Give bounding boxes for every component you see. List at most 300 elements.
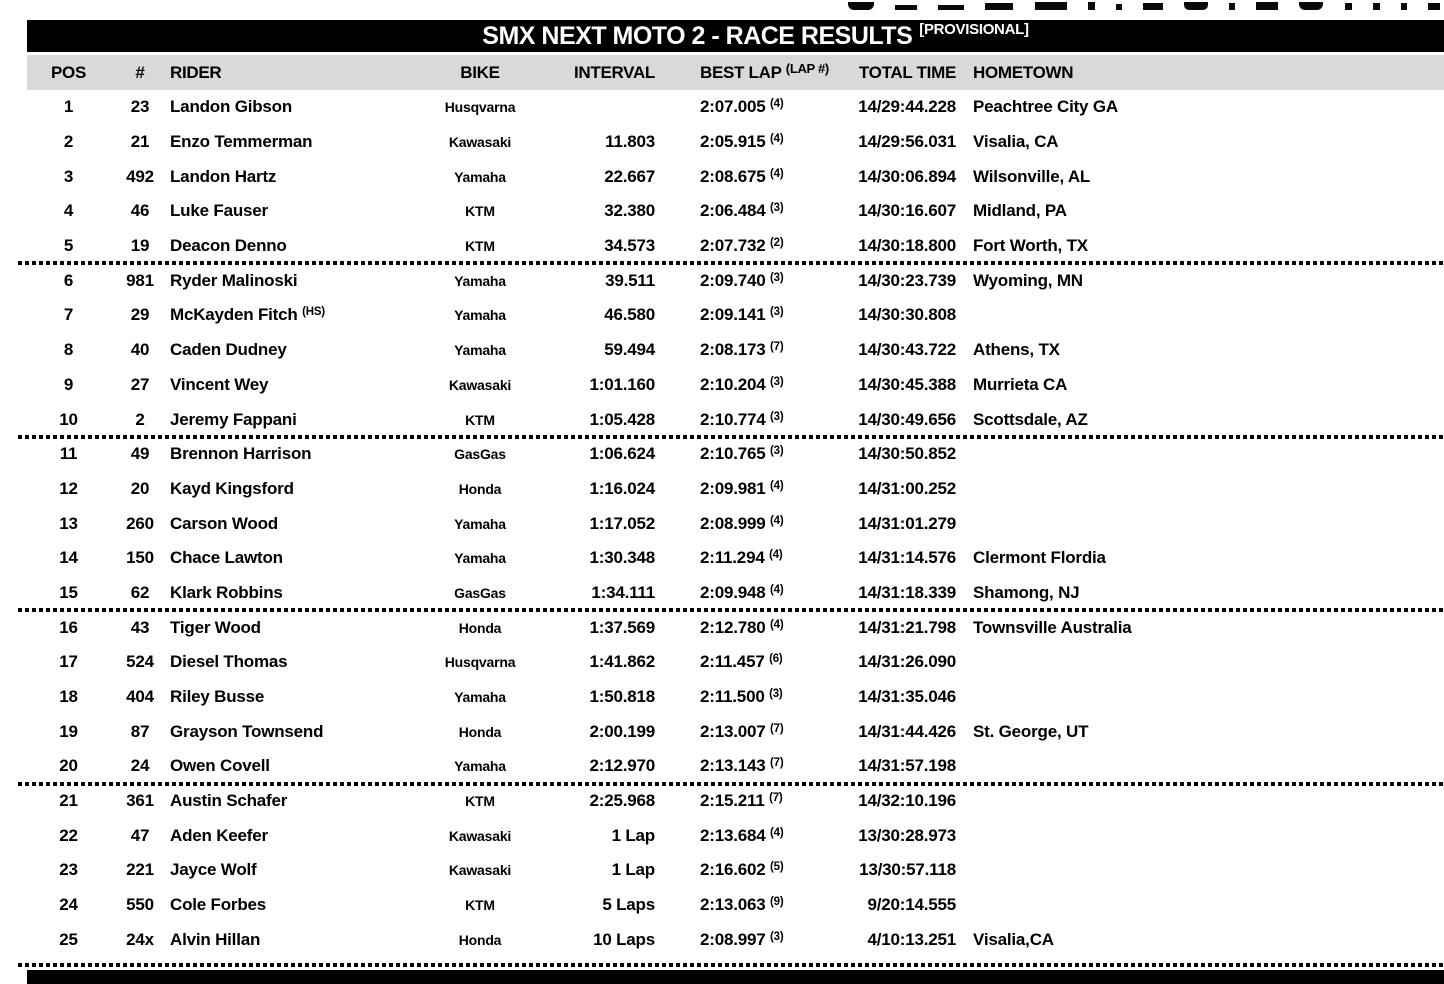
rider-name: Austin Schafer [170,791,288,811]
rider-cell [170,132,430,152]
hometown-cell: Clermont Flordia [973,548,1106,568]
number-cell: 87 [130,721,150,741]
clipped-logo-fragment [1035,2,1067,10]
number-cell: 47 [130,825,150,845]
best-lap-number: (2) [770,237,784,250]
rider-cell [170,479,430,499]
best-lap-time: 2:09.948 [700,582,766,602]
interval-cell: 2:00.199 [589,721,655,741]
page-title: SMX NEXT MOTO 2 - RACE RESULTS [482,21,913,50]
bike-cell: Yamaha [454,307,506,324]
best-lap-cell [660,97,838,117]
interval-cell: 5 Laps [602,895,655,915]
clipped-logo-fragment [1256,2,1278,10]
best-lap-number: (3) [770,306,784,319]
rider-name: Riley Busse [170,687,265,707]
rider-name: Cole Forbes [170,895,267,915]
total-time-cell: 14/29:44.228 [858,97,956,117]
rider-cell [170,305,430,325]
bike-cell: Kawasaki [448,827,512,844]
hometown-cell: Midland, PA [973,201,1067,221]
best-lap-number: (4) [770,133,784,146]
best-lap-time: 2:13.684 [700,825,766,845]
table-row [27,541,1444,576]
bike-cell: Yamaha [454,550,506,567]
interval-cell: 59.494 [604,340,655,360]
rider-name: Jayce Wolf [170,860,257,880]
best-lap-cell [660,236,838,256]
best-lap-time: 2:11.500 [700,687,765,707]
hometown-cell: Scottsdale, AZ [973,409,1088,429]
table-row [27,333,1444,368]
best-lap-time: 2:06.484 [700,201,766,221]
best-lap-time: 2:10.774 [700,409,766,429]
bike-cell: Yamaha [454,515,506,532]
best-lap-number: (4) [770,826,784,839]
interval-cell: 39.511 [605,270,655,290]
table-row [27,576,1444,611]
best-lap-number: (9) [770,896,784,909]
interval-cell: 34.573 [604,236,655,256]
bottom-black-bar [27,970,1444,984]
number-cell: 40 [130,340,150,360]
rider-name: Alvin Hillan [170,929,261,949]
best-lap-number: (4) [770,583,784,596]
interval-cell: 1 Lap [611,860,655,880]
table-row [27,506,1444,541]
number-cell: 260 [126,513,154,533]
rider-cell [170,375,430,395]
best-lap-number: (5) [770,861,784,874]
number-cell: 27 [130,374,150,394]
rider-name: Aden Keefer [170,825,268,845]
rider-cell [170,167,430,187]
interval-cell: 1:30.348 [589,548,655,568]
rider-name: Tiger Wood [170,617,261,637]
rider-cell [170,514,430,534]
interval-cell: 46.580 [604,305,655,325]
best-lap-cell [660,548,838,568]
hometown-cell: Fort Worth, TX [973,236,1088,256]
total-time-cell: 4/10:13.251 [867,929,956,949]
table-row [27,125,1444,160]
rider-name: McKayden Fitch [170,305,298,325]
rider-name: Kayd Kingsford [170,478,294,498]
table-row [27,645,1444,680]
rider-cell [170,444,430,464]
col-header-number: # [135,62,145,82]
best-lap-number: (4) [770,479,784,492]
best-lap-cell [660,201,838,221]
total-time-cell: 14/30:23.739 [858,270,956,290]
col-header-bike: BIKE [460,62,500,82]
number-cell: 550 [126,895,154,915]
number-cell: 221 [126,860,154,880]
best-lap-cell [660,410,838,430]
best-lap-cell [660,756,838,776]
rider-cell [170,687,430,707]
number-cell: 150 [126,548,154,568]
number-cell: 524 [126,652,154,672]
bike-cell: KTM [465,793,495,810]
best-lap-number: (3) [770,375,784,388]
best-lap-time: 2:11.457 [700,652,765,672]
interval-cell: 1:34.111 [591,582,655,602]
best-lap-time: 2:07.732 [700,236,766,256]
clipped-logo-fragment [895,5,917,10]
col-header-rider: RIDER [170,62,222,82]
hometown-cell: Shamong, NJ [973,582,1080,602]
table-row [27,402,1444,437]
pos-cell: 13 [59,513,78,533]
interval-cell: 1:41.862 [589,652,655,672]
pos-cell: 20 [59,756,78,776]
column-header-row [27,55,1444,90]
best-lap-number: (3) [769,688,783,701]
best-lap-time: 2:08.997 [700,929,766,949]
col-header-hometown: HOMETOWN [973,62,1074,82]
pos-cell: 22 [59,825,78,845]
table-row [27,263,1444,298]
interval-cell: 1:17.052 [589,513,655,533]
interval-cell: 2:12.970 [589,756,655,776]
rider-cell [170,930,430,950]
total-time-cell: 14/31:01.279 [858,513,956,533]
clipped-logo-fragment [1143,3,1163,10]
best-lap-cell [660,618,838,638]
col-header-interval: INTERVAL [573,62,655,82]
clipped-logo-fragment [1088,2,1095,10]
table-row [27,818,1444,853]
best-lap-number: (3) [770,271,784,284]
bike-cell: KTM [465,411,495,428]
rider-name: Deacon Denno [170,236,287,256]
rider-cell [170,271,430,291]
pos-cell: 15 [59,582,78,602]
col-header-best-lap-label: BEST LAP [700,62,782,82]
pos-cell: 23 [59,860,78,880]
table-row [27,472,1444,507]
bike-cell: Yamaha [454,272,506,289]
best-lap-time: 2:11.294 [700,548,765,568]
number-cell: 62 [130,582,150,602]
total-time-cell: 14/30:45.388 [858,374,956,394]
best-lap-cell [660,895,838,915]
best-lap-cell [660,479,838,499]
total-time-cell: 14/31:14.576 [858,548,956,568]
best-lap-time: 2:13.143 [700,756,766,776]
bike-cell: Yamaha [454,168,506,185]
clipped-logo-fragment [1373,3,1380,10]
bike-cell: Honda [458,723,502,740]
best-lap-number: (3) [770,410,784,423]
pos-cell: 25 [59,929,78,949]
best-lap-number: (4) [769,549,783,562]
interval-cell: 1 Lap [611,825,655,845]
number-cell: 20 [130,478,150,498]
pos-cell: 7 [63,305,74,325]
rider-cell [170,618,430,638]
total-time-cell: 14/31:26.090 [858,652,956,672]
rider-name: Ryder Malinoski [170,270,298,290]
pos-cell: 24 [59,895,78,915]
pos-cell: 12 [59,478,78,498]
pos-cell: 5 [63,236,74,256]
interval-cell: 1:16.024 [589,478,655,498]
number-cell: 19 [130,236,150,256]
best-lap-cell [660,444,838,464]
total-time-cell: 14/31:44.426 [858,721,956,741]
pos-cell: 1 [63,97,74,117]
interval-cell: 2:25.968 [589,791,655,811]
best-lap-time: 2:13.063 [700,895,766,915]
total-time-cell: 13/30:57.118 [859,860,956,880]
number-cell: 404 [126,687,154,707]
best-lap-number: (7) [769,792,783,805]
best-lap-cell [660,375,838,395]
pos-cell: 19 [59,721,78,741]
bike-cell: Honda [458,480,502,497]
rider-name: Caden Dudney [170,340,287,360]
best-lap-number: (4) [770,618,784,631]
table-row [27,923,1444,958]
rider-name: Luke Fauser [170,201,268,221]
rider-cell [170,860,430,880]
rider-name: Chace Lawton [170,548,283,568]
pos-cell: 14 [59,548,78,568]
best-lap-time: 2:08.999 [700,513,766,533]
best-lap-cell [660,687,838,707]
hometown-cell: Wyoming, MN [973,270,1083,290]
pos-cell: 10 [59,409,78,429]
rider-cell [170,236,430,256]
best-lap-cell [660,167,838,187]
bike-cell: Yamaha [454,342,506,359]
clipped-logo-fragment [1401,3,1407,10]
rider-cell [170,722,430,742]
best-lap-cell [660,652,838,672]
best-lap-cell [660,514,838,534]
interval-cell: 11.803 [605,132,655,152]
rider-name: Enzo Temmerman [170,132,313,152]
best-lap-number: (7) [770,722,784,735]
provisional-badge: [PROVISIONAL] [919,20,1029,38]
best-lap-time: 2:16.602 [700,860,766,880]
pos-cell: 21 [59,791,78,811]
number-cell: 23 [130,97,150,117]
best-lap-number: (4) [770,167,784,180]
pos-cell: 3 [63,166,74,186]
clipped-logo-fragment [1299,2,1323,10]
table-row [27,714,1444,749]
rider-cell [170,410,430,430]
bike-cell: GasGas [454,446,506,463]
rider-cell [170,97,430,117]
pos-cell: 16 [59,617,78,637]
bottom-dotted-rule [18,963,1444,967]
bike-cell: Kawasaki [448,376,512,393]
clipped-logo-fragment [1116,4,1122,10]
hometown-cell: Peachtree City GA [973,97,1118,117]
total-time-cell: 14/29:56.031 [858,132,956,152]
table-row [27,749,1444,784]
rider-name: Diesel Thomas [170,652,288,672]
number-cell: 21 [130,132,150,152]
col-header-best-lap [660,60,838,83]
interval-cell: 1:06.624 [589,444,655,464]
best-lap-number: (7) [770,757,784,770]
bike-cell: Honda [458,619,502,636]
rider-cell [170,340,430,360]
number-cell: 46 [130,201,150,221]
best-lap-cell [660,930,838,950]
rider-name: Vincent Wey [170,374,269,394]
table-row [27,159,1444,194]
clipped-logo-fragment [1345,3,1352,10]
rider-cell [170,652,430,672]
pos-cell: 2 [63,132,74,152]
interval-cell: 1:50.818 [589,687,655,707]
rider-suffix: (HS) [302,306,325,319]
interval-cell: 32.380 [604,201,655,221]
table-row [27,784,1444,819]
best-lap-number: (7) [770,341,784,354]
table-row [27,229,1444,264]
rider-name: Grayson Townsend [170,721,324,741]
total-time-cell: 14/32:10.196 [858,791,956,811]
number-cell: 492 [126,166,154,186]
rider-cell [170,895,430,915]
col-header-lap-number: (LAP #) [785,60,829,76]
rider-name: Landon Hartz [170,166,277,186]
best-lap-cell [660,791,838,811]
number-cell: 49 [130,444,150,464]
table-row [27,194,1444,229]
bike-cell: Husqvarna [444,654,516,671]
total-time-cell: 14/30:50.852 [858,444,956,464]
interval-cell: 1:01.160 [589,374,655,394]
table-row [27,680,1444,715]
pos-cell: 8 [63,340,74,360]
total-time-cell: 14/30:06.894 [858,166,956,186]
bike-cell: KTM [465,238,495,255]
total-time-cell: 13/30:28.973 [858,825,956,845]
interval-cell: 1:05.428 [589,409,655,429]
rider-cell [170,826,430,846]
clipped-logo-fragment [985,3,1013,10]
best-lap-time: 2:10.765 [700,444,766,464]
best-lap-number: (3) [770,202,784,215]
rider-name: Klark Robbins [170,582,283,602]
table-row [27,610,1444,645]
rider-name: Carson Wood [170,513,278,533]
pos-cell: 17 [59,652,78,672]
number-cell: 43 [130,617,150,637]
total-time-cell: 14/31:18.339 [858,582,956,602]
rider-cell [170,583,430,603]
rider-name: Landon Gibson [170,97,293,117]
hometown-cell: Murrieta CA [973,374,1068,394]
bike-cell: Yamaha [454,689,506,706]
best-lap-time: 2:05.915 [700,132,766,152]
best-lap-cell [660,132,838,152]
number-cell: 2 [135,409,145,429]
bike-cell: Yamaha [454,758,506,775]
rider-cell [170,548,430,568]
pos-cell: 11 [59,444,78,464]
col-header-total-time: TOTAL TIME [858,62,956,82]
interval-cell: 1:37.569 [589,617,655,637]
best-lap-cell [660,305,838,325]
best-lap-cell [660,826,838,846]
total-time-cell: 14/30:49.656 [858,409,956,429]
best-lap-time: 2:09.981 [700,478,766,498]
table-row [27,888,1444,923]
bike-cell: Honda [458,931,502,948]
best-lap-time: 2:09.141 [700,305,766,325]
hometown-cell: Visalia,CA [973,929,1054,949]
col-header-pos: POS [50,62,86,82]
best-lap-cell [660,583,838,603]
total-time-cell: 14/31:21.798 [858,617,956,637]
rider-cell [170,756,430,776]
best-lap-number: (3) [770,445,784,458]
rider-name: Owen Covell [170,756,270,776]
pos-cell: 4 [63,201,74,221]
pos-cell: 9 [63,374,74,394]
bike-cell: GasGas [454,584,506,601]
best-lap-time: 2:07.005 [700,97,766,117]
best-lap-number: (4) [770,98,784,111]
best-lap-time: 2:15.211 [700,791,765,811]
number-cell: 361 [126,791,154,811]
number-cell: 29 [130,305,150,325]
clipped-logo-fragment [938,5,964,10]
bike-cell: KTM [465,203,495,220]
title-bar [27,20,1444,52]
clipped-logo-fragment [1229,3,1235,10]
total-time-cell: 9/20:14.555 [867,895,956,915]
best-lap-number: (6) [769,653,783,666]
table-row [27,368,1444,403]
total-time-cell: 14/31:57.198 [858,756,956,776]
interval-cell: 10 Laps [593,929,655,949]
best-lap-time: 2:13.007 [700,721,766,741]
table-row [27,90,1444,125]
table-row [27,437,1444,472]
best-lap-time: 2:12.780 [700,617,766,637]
best-lap-cell [660,860,838,880]
rider-name: Brennon Harrison [170,444,312,464]
bike-cell: Kawasaki [448,134,512,151]
pos-cell: 6 [63,270,74,290]
best-lap-cell [660,722,838,742]
results-body [27,90,1444,957]
clipped-logo-strip [848,0,1440,10]
best-lap-cell [660,271,838,291]
total-time-cell: 14/30:18.800 [858,236,956,256]
best-lap-time: 2:08.173 [700,340,766,360]
best-lap-cell [660,340,838,360]
clipped-logo-fragment [848,2,874,10]
hometown-cell: Athens, TX [973,340,1060,360]
total-time-cell: 14/31:00.252 [858,478,956,498]
rider-name: Jeremy Fappani [170,409,297,429]
interval-cell: 22.667 [604,166,655,186]
rider-cell [170,791,430,811]
rider-cell [170,201,430,221]
number-cell: 24x [126,929,154,949]
